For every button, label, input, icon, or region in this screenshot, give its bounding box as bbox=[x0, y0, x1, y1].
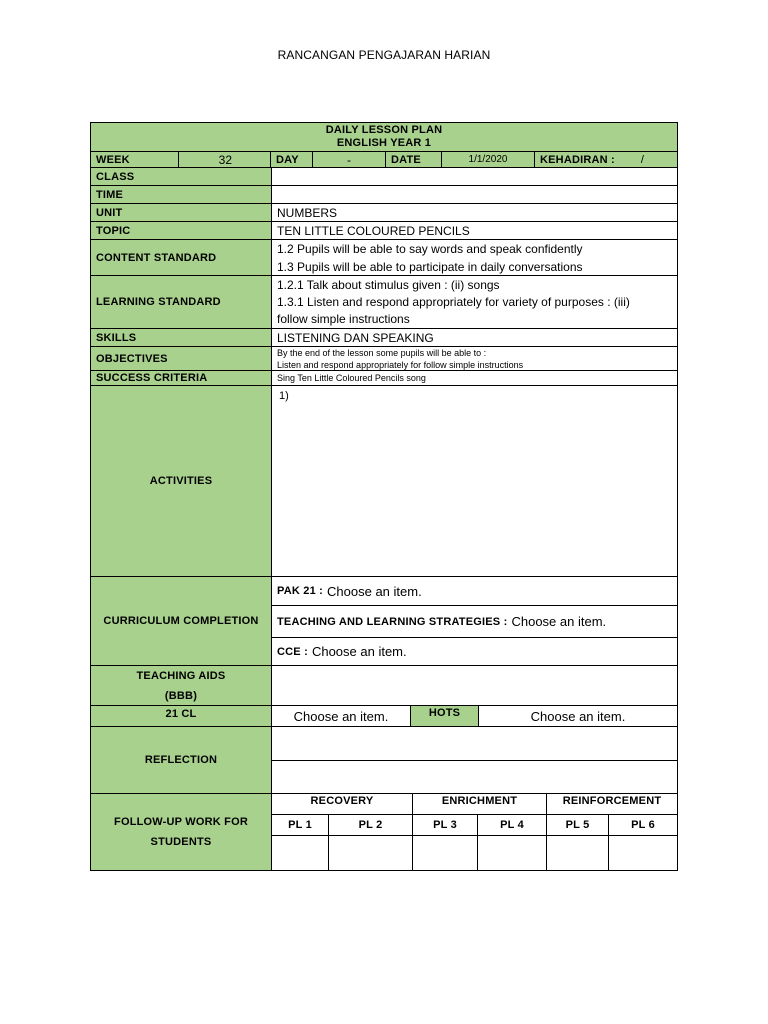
tls-label: TEACHING AND LEARNING STRATEGIES : bbox=[277, 615, 508, 628]
pl5-header: PL 5 bbox=[546, 814, 609, 836]
learning-standard-line-3: follow simple instructions bbox=[277, 311, 410, 326]
learning-standard-line-1: 1.2.1 Talk about stimulus given : (ii) songs bbox=[277, 277, 500, 292]
header-line-2: ENGLISH YEAR 1 bbox=[336, 137, 432, 149]
enrichment-header: ENRICHMENT bbox=[412, 793, 547, 815]
topic-value[interactable]: TEN LITTLE COLOURED PENCILS bbox=[271, 221, 678, 240]
cce-dropdown[interactable]: Choose an item. bbox=[311, 644, 407, 659]
content-standard-line-2: 1.3 Pupils will be able to participate in daily conversations bbox=[277, 259, 583, 274]
pl4-cell[interactable] bbox=[477, 835, 547, 871]
hots-label: HOTS bbox=[410, 705, 479, 727]
objectives-label: OBJECTIVES bbox=[90, 346, 272, 371]
cce-row[interactable] bbox=[271, 637, 678, 666]
time-label: TIME bbox=[90, 185, 272, 204]
page-title: RANCANGAN PENGAJARAN HARIAN bbox=[277, 48, 491, 62]
curriculum-completion-label: CURRICULUM COMPLETION bbox=[90, 576, 272, 666]
pak21-row[interactable] bbox=[271, 576, 678, 606]
teaching-aids-line-1: TEACHING AIDS bbox=[136, 669, 226, 682]
reflection-label: REFLECTION bbox=[90, 726, 272, 794]
kehadiran-value[interactable]: / bbox=[640, 153, 645, 166]
pl4-header: PL 4 bbox=[477, 814, 547, 836]
day-label: DAY bbox=[270, 151, 313, 168]
objectives-value[interactable] bbox=[271, 346, 678, 371]
teaching-aids-line-2: (BBB) bbox=[164, 689, 198, 702]
reflection-value-1[interactable] bbox=[271, 726, 678, 761]
pl1-header: PL 1 bbox=[271, 814, 329, 836]
kehadiran-field bbox=[534, 151, 678, 168]
success-criteria-value[interactable]: Sing Ten Little Coloured Pencils song bbox=[271, 370, 678, 386]
date-value[interactable]: 1/1/2020 bbox=[441, 151, 535, 168]
pl2-cell[interactable] bbox=[328, 835, 413, 871]
learning-standard-label: LEARNING STANDARD bbox=[90, 275, 272, 329]
date-label: DATE bbox=[385, 151, 442, 168]
pak21-dropdown[interactable]: Choose an item. bbox=[327, 583, 422, 599]
header-line-1: DAILY LESSON PLAN bbox=[325, 124, 443, 136]
pl6-header: PL 6 bbox=[608, 814, 678, 836]
pl5-cell[interactable] bbox=[546, 835, 609, 871]
cl21-label: 21 CL bbox=[90, 705, 272, 727]
activities-value[interactable]: 1) bbox=[271, 385, 678, 577]
cl21-dropdown[interactable]: Choose an item. bbox=[271, 705, 411, 727]
tls-row[interactable] bbox=[271, 605, 678, 638]
followup-line-1: FOLLOW-UP WORK FOR bbox=[114, 816, 248, 828]
pak21-label: PAK 21 : bbox=[277, 585, 324, 597]
success-criteria-label: SUCCESS CRITERIA bbox=[90, 370, 272, 386]
hots-dropdown[interactable]: Choose an item. bbox=[478, 705, 678, 727]
reinforcement-header: REINFORCEMENT bbox=[546, 793, 678, 815]
kehadiran-label: KEHADIRAN : bbox=[540, 153, 615, 166]
reflection-value-2[interactable] bbox=[271, 760, 678, 794]
unit-value[interactable]: NUMBERS bbox=[271, 203, 678, 222]
objectives-line-1: By the end of the lesson some pupils will be able to : bbox=[277, 347, 487, 358]
class-label: CLASS bbox=[90, 167, 272, 186]
followup-line-2: STUDENTS bbox=[150, 836, 212, 848]
content-standard-value[interactable] bbox=[271, 239, 678, 276]
week-label: WEEK bbox=[90, 151, 179, 168]
skills-value[interactable]: LISTENING DAN SPEAKING bbox=[271, 328, 678, 347]
skills-label: SKILLS bbox=[90, 328, 272, 347]
pl3-header: PL 3 bbox=[412, 814, 478, 836]
teaching-aids-value[interactable] bbox=[271, 665, 678, 706]
learning-standard-line-2: 1.3.1 Listen and respond appropriately for variety of purposes : (iii) bbox=[277, 294, 630, 309]
lesson-plan-header bbox=[90, 122, 678, 152]
topic-label: TOPIC bbox=[90, 221, 272, 240]
time-value[interactable] bbox=[271, 185, 678, 204]
pl6-cell[interactable] bbox=[608, 835, 678, 871]
pl2-header: PL 2 bbox=[328, 814, 413, 836]
tls-dropdown[interactable]: Choose an item. bbox=[511, 614, 607, 629]
week-value[interactable]: 32 bbox=[178, 151, 271, 168]
content-standard-line-1: 1.2 Pupils will be able to say words and speak confidently bbox=[277, 241, 583, 256]
activities-label: ACTIVITIES bbox=[90, 385, 272, 577]
class-value[interactable] bbox=[271, 167, 678, 186]
objectives-line-2: Listen and respond appropriately for follow simple instructions bbox=[277, 359, 524, 370]
learning-standard-value[interactable] bbox=[271, 275, 678, 329]
content-standard-label: CONTENT STANDARD bbox=[90, 239, 272, 276]
followup-label bbox=[90, 793, 272, 871]
unit-label: UNIT bbox=[90, 203, 272, 222]
pl3-cell[interactable] bbox=[412, 835, 478, 871]
day-value[interactable]: - bbox=[312, 151, 386, 168]
teaching-aids-label bbox=[90, 665, 272, 706]
pl1-cell[interactable] bbox=[271, 835, 329, 871]
recovery-header: RECOVERY bbox=[271, 793, 413, 815]
cce-label: CCE : bbox=[277, 645, 308, 658]
